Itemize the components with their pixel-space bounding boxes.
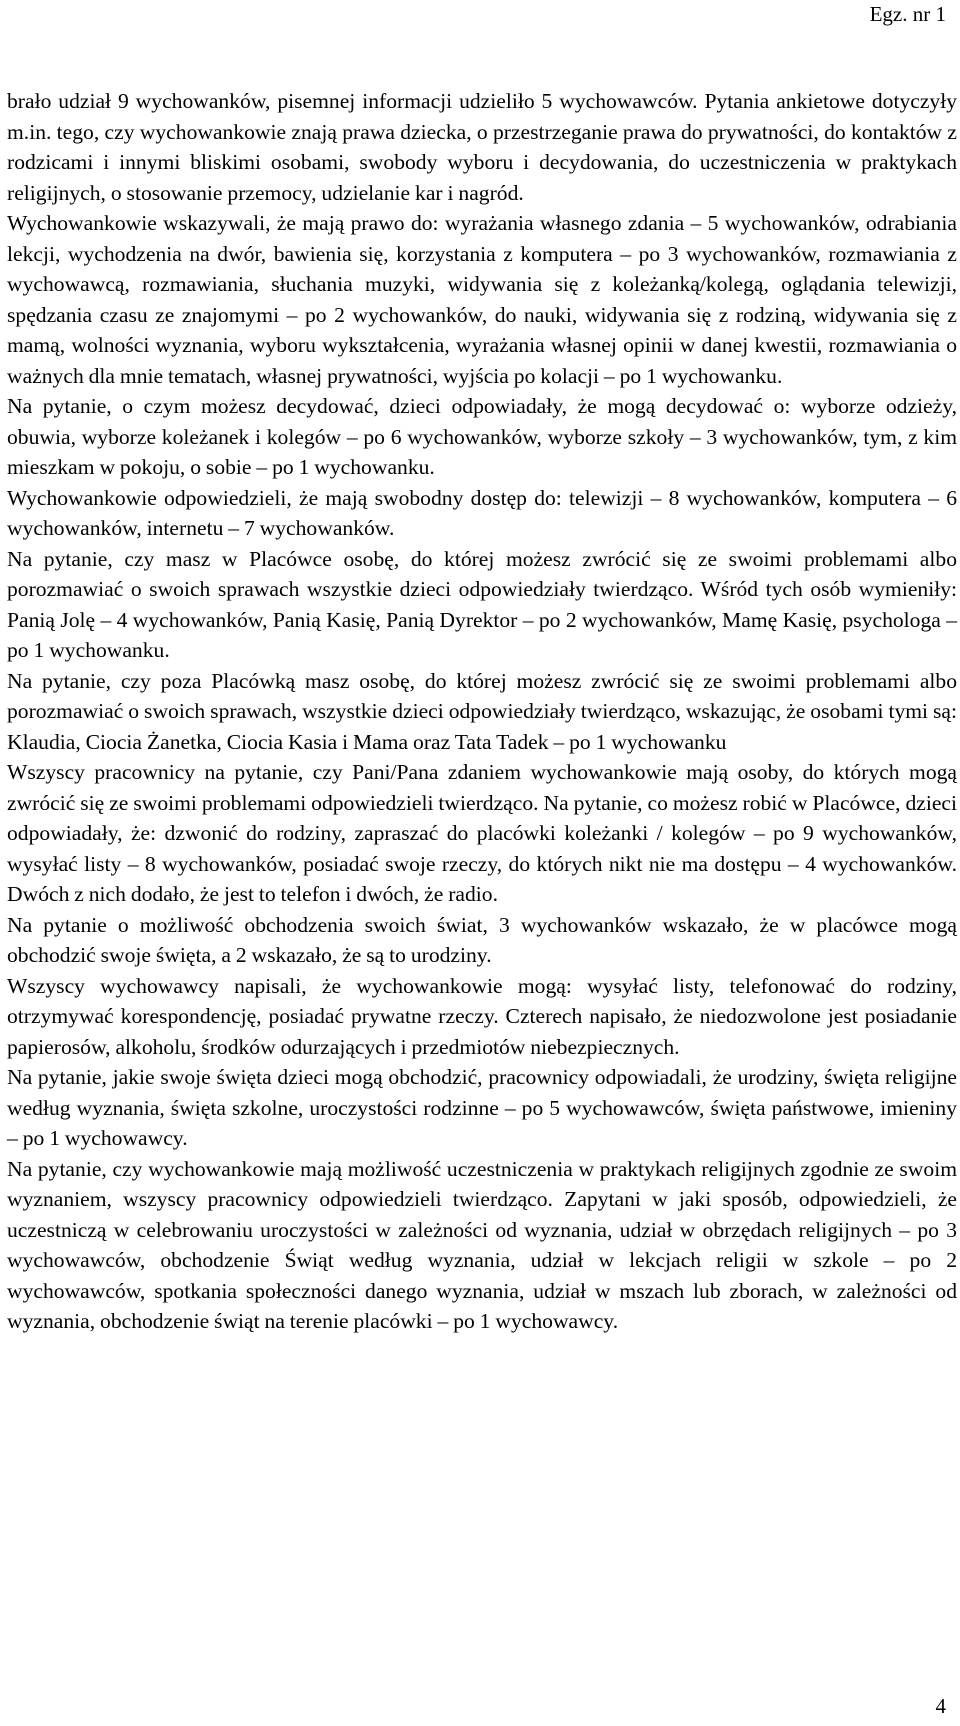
paragraph: brało udział 9 wychowanków, pisemnej informacji udzieliło 5 wychowawców. Pytania ankietowe dotyczyły m.in. tego, czy wychowankowie znają prawa dziecka, o przestrzeganie prawa do prywatności, do kontaktów z rodzicami i innymi bliskimi osobami, swobody wyboru i decydowania, do uczestniczenia w praktykach religijnych, o stosowanie przemocy, udzielanie kar i nagród. bbox=[7, 89, 957, 205]
paragraph: Na pytanie, czy poza Placówką masz osobę, do której możesz zwrócić się ze swoimi problemami albo porozmawiać o swoich sprawach, wszystkie dzieci odpowiedziały twierdząco, wskazując, że osobami tymi są: Klaudia, Ciocia Żanetka, Ciocia Kasia i Mama oraz Tata Tadek – po 1 wychowanku bbox=[7, 668, 957, 754]
page-number: 4 bbox=[935, 1694, 946, 1718]
paragraph: Wszyscy wychowawcy napisali, że wychowankowie mogą: wysyłać listy, telefonować do rodziny, otrzymywać korespondencję, posiadać prywatne rzeczy. Czterech napisało, że niedozwolone jest posiadanie papierosów, alkoholu, środków odurzających i przedmiotów niebezpiecznych. bbox=[7, 973, 957, 1059]
page-header: Egz. nr 1 bbox=[869, 2, 946, 26]
paragraph: Na pytanie, czy wychowankowie mają możliwość uczestniczenia w praktykach religijnych zgodnie ze swoim wyznaniem, wszyscy pracownicy odpowiedzieli twierdząco. Zapytani w jaki sposób, odpowiedzieli, że uczestniczą w celebrowaniu uroczystości w zależności od wyznania, udział w obrzędach religijnych – po 3 wychowawców, obchodzenie Świąt według wyznania, udział w lekcjach religii w szkole – po 2 wychowawców, spotkania społeczności danego wyznania, udział w mszach lub zborach, w zależności od wyznania, obchodzenie świąt na terenie placówki – po 1 wychowawcy. bbox=[7, 1156, 957, 1333]
document-body bbox=[7, 86, 957, 1337]
paragraph: Na pytanie o możliwość obchodzenia swoich świat, 3 wychowanków wskazało, że w placówce mogą obchodzić swoje święta, a 2 wskazało, że są to urodziny. bbox=[7, 912, 957, 967]
paragraph: Na pytanie, czy masz w Placówce osobę, do której możesz zwrócić się ze swoimi problemami albo porozmawiać o swoich sprawach wszystkie dzieci odpowiedziały twierdząco. Wśród tych osób wymieniły: Panią Jolę – 4 wychowanków, Panią Kasię, Panią Dyrektor – po 2 wychowanków, Mamę Kasię, psychologa – po 1 wychowanku. bbox=[7, 546, 957, 662]
paragraph: Na pytanie, o czym możesz decydować, dzieci odpowiadały, że mogą decydować o: wyborze odzieży, obuwia, wyborze koleżanek i kolegów – po 6 wychowanków, wyborze szkoły – 3 wychowanków, tym, z kim mieszkam w pokoju, o sobie – po 1 wychowanku. bbox=[7, 394, 957, 479]
paragraph: Wychowankowie wskazywali, że mają prawo do: wyrażania własnego zdania – 5 wychowanków, odrabiania lekcji, wychodzenia na dwór, bawienia się, korzystania z komputera – po 3 wychowanków, rozmawiania z wychowawcą, rozmawiania, słuchania muzyki, widywania się z koleżanką/kolegą, oglądania telewizji, spędzania czasu ze znajomymi – po 2 wychowanków, do nauki, widywania się z rodziną, widywania się z mamą, wolności wyznania, wyboru wykształcenia, wyrażania własnej opinii w danej kwestii, rozmawiania o ważnych dla mnie tematach, własnej prywatności, wyjścia po kolacji – po 1 wychowanku. bbox=[7, 211, 957, 388]
paragraph: Na pytanie, jakie swoje święta dzieci mogą obchodzić, pracownicy odpowiadali, że urodziny, święta religijne według wyznania, święta szkolne, uroczystości rodzinne – po 5 wychowawców, święta państwowe, imieniny – po 1 wychowawcy. bbox=[7, 1065, 957, 1150]
paragraph: Wychowankowie odpowiedzieli, że mają swobodny dostęp do: telewizji – 8 wychowanków, komputera – 6 wychowanków, internetu – 7 wychowanków. bbox=[7, 485, 957, 540]
paragraph: Wszyscy pracownicy na pytanie, czy Pani/Pana zdaniem wychowankowie mają osoby, do których mogą zwrócić się ze swoimi problemami odpowiedzieli twierdząco. Na pytanie, co możesz robić w Placówce, dzieci odpowiadały, że: dzwonić do rodziny, zapraszać do placówki koleżanki / kolegów – po 9 wychowanków, wysyłać listy – 8 wychowanków, posiadać swoje rzeczy, do których nikt nie ma dostępu – 4 wychowanków. Dwóch z nich dodało, że jest to telefon i dwóch, że radio. bbox=[7, 760, 957, 906]
